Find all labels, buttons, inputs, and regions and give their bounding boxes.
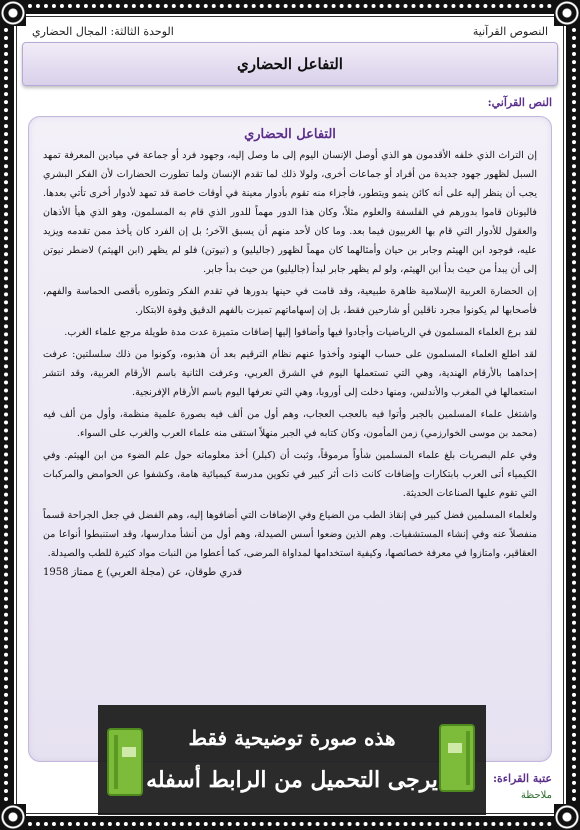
paragraph: لقد اطلع العلماء المسلمون على حساب الهنود وأخذوا عنهم نظام الترقيم بعد أن هذبوه، وكونوا من ذلك سلسلتين: عرفت إحداهما بالأرقام الهندية، وهي التي تستعملها اليوم في الشرق العربي، وعرفت الثانية باسم الأرقام العربية، وقد انتشر استعمالها في المغرب والأندلس، ومنها دخلت إلى أوروبا، وهي التي نعرفها اليوم باسم الأرقام الإفرنجية. bbox=[43, 349, 537, 398]
watermark-banner bbox=[98, 705, 486, 815]
text-heading: التفاعل الحضاري bbox=[244, 127, 336, 142]
title-banner bbox=[22, 42, 558, 86]
paragraph: واشتغل علماء المسلمين بالجبر وأتوا فيه بالعجب العجاب، وهم أول من ألف فيه بصورة علمية منظمة، وأول من ألف فيه (محمد بن موسى الخوارزمي) زمن المأمون، وكان كتابه في الجبر منهلاً استقى منه علماء العرب والغرب على السواء. bbox=[43, 409, 537, 439]
header-left-label: الوحدة الثالثة: المجال الحضاري bbox=[32, 24, 174, 38]
paragraph: وفي علم البصريات بلغ علماء المسلمين شأواً مرموقاً، وثبت أن (كبلر) أخذ معلوماته حول علم الضوء من ابن الهيثم. وفي الكيمياء أتى العرب بابتكارات وإضافات كانت ذات أثر كبير في تكوين مدرسة كيميائية هامة، وكشفوا عن الحوامض والمركبات التي تقوم عليها الصناعات الحديثة. bbox=[43, 450, 537, 499]
page-title: التفاعل الحضاري bbox=[237, 55, 343, 73]
header-bar bbox=[22, 20, 558, 42]
source-citation: قدري طوقان، عن (مجلة العربي) ع ممتاز 1958 bbox=[43, 567, 243, 578]
header-right-label: النصوص القرآنية bbox=[472, 24, 548, 38]
book-icon bbox=[104, 723, 148, 801]
note-label: ملاحظة bbox=[520, 790, 552, 801]
watermark-text bbox=[146, 723, 438, 797]
section-label: النص القرآني: bbox=[487, 96, 552, 109]
watermark-line-2: يرجى التحميل من الرابط أسفله bbox=[146, 767, 438, 793]
paragraph: ولعلماء المسلمين فضل كبير في إنقاذ الطب من الضياع وفي الإضافات التي أضافوها إليه، وهم الفضل في جعل الجراحة قسماً منفصلاً عنه وفي إنشاء المستشفيات. وهم الذين وضعوا أسس الصيدلة، وهم أول من أنشأ مدارسها، وقد استنبطوا أنواعا من العقاقير، وامتازوا في معرفة خصائصها، وكيفية استخدامها لمداواة المرضى، كما أعطوا من النبات مواد كثيرة للطب والصيدلة. bbox=[43, 510, 537, 559]
watermark-line-1: هذه صورة توضيحية فقط bbox=[188, 726, 396, 750]
reading-threshold-label: عتبة القراءة: bbox=[492, 772, 552, 785]
page-content bbox=[22, 20, 558, 810]
paragraph: لقد برع العلماء المسلمون في الرياضيات وأجادوا فيها وأضافوا إليها إضافات متميزة عدت مدة طويلة مرجع علماء الغرب. bbox=[64, 327, 537, 338]
paragraph: إن الحضارة العربية الإسلامية ظاهرة طبيعية، وقد قامت في حينها بدورها في تقدم الفكر وتطوره بأقصى الحماسة والفهم، فأصحابها لم يكونوا مجرد ناقلين أو شارحين فقط، بل إن إسهاماتهم تميزت بالفهم الدقيق وقوة الابتكار. bbox=[43, 286, 537, 316]
book-icon bbox=[436, 719, 480, 797]
paragraph: إن التراث الذي خلفه الأقدمون هو الذي أوصل الإنسان اليوم إلى ما وصل إليه، وجهود فرد أو جماعة في ميادين المعرفة تمهد السبل لظهور جهود جديدة من أفراد أو جماعات أخرى، ولولا ذلك لما تقدم الإنسان ولما تطورت الحضارات لأن الفكر البشري يجب أن ينظر إليه على أنه كائن ينمو ويتطور، فأجزاء منه تقوم بأدوار معينة في أوقات خاصة قد تمهد لأدوار أخرى تأتي بعدها. فاليونان قاموا بدورهم في الفلسفة والعلوم مثلاً، وكان هذا الدور مهماً للدور الذي قام به المسلمون، وهو الذي هيأ الأذهان والعقول للأدوار التي قام بها الغربيون فيما بعد. وما كان لأحد منهم أن يسبق الآخر؛ بل إن الفرد كان يأخذ ممن تقدمه ويزيد عليه، فوجود ابن الهيثم وجابر بن حيان وأمثالهما كان مهماً لظهور (جاليليو) و (نيوتن) فلو لم يظهر (ابن الهيثم) لاضطر نيوتن إلى أن يبدأ من حيث بدأ ابن الهيثم، ولو لم يظهر جابر لبدأ (جاليليو) من حيث بدأ جابر. bbox=[43, 150, 537, 275]
text-box bbox=[28, 116, 552, 762]
